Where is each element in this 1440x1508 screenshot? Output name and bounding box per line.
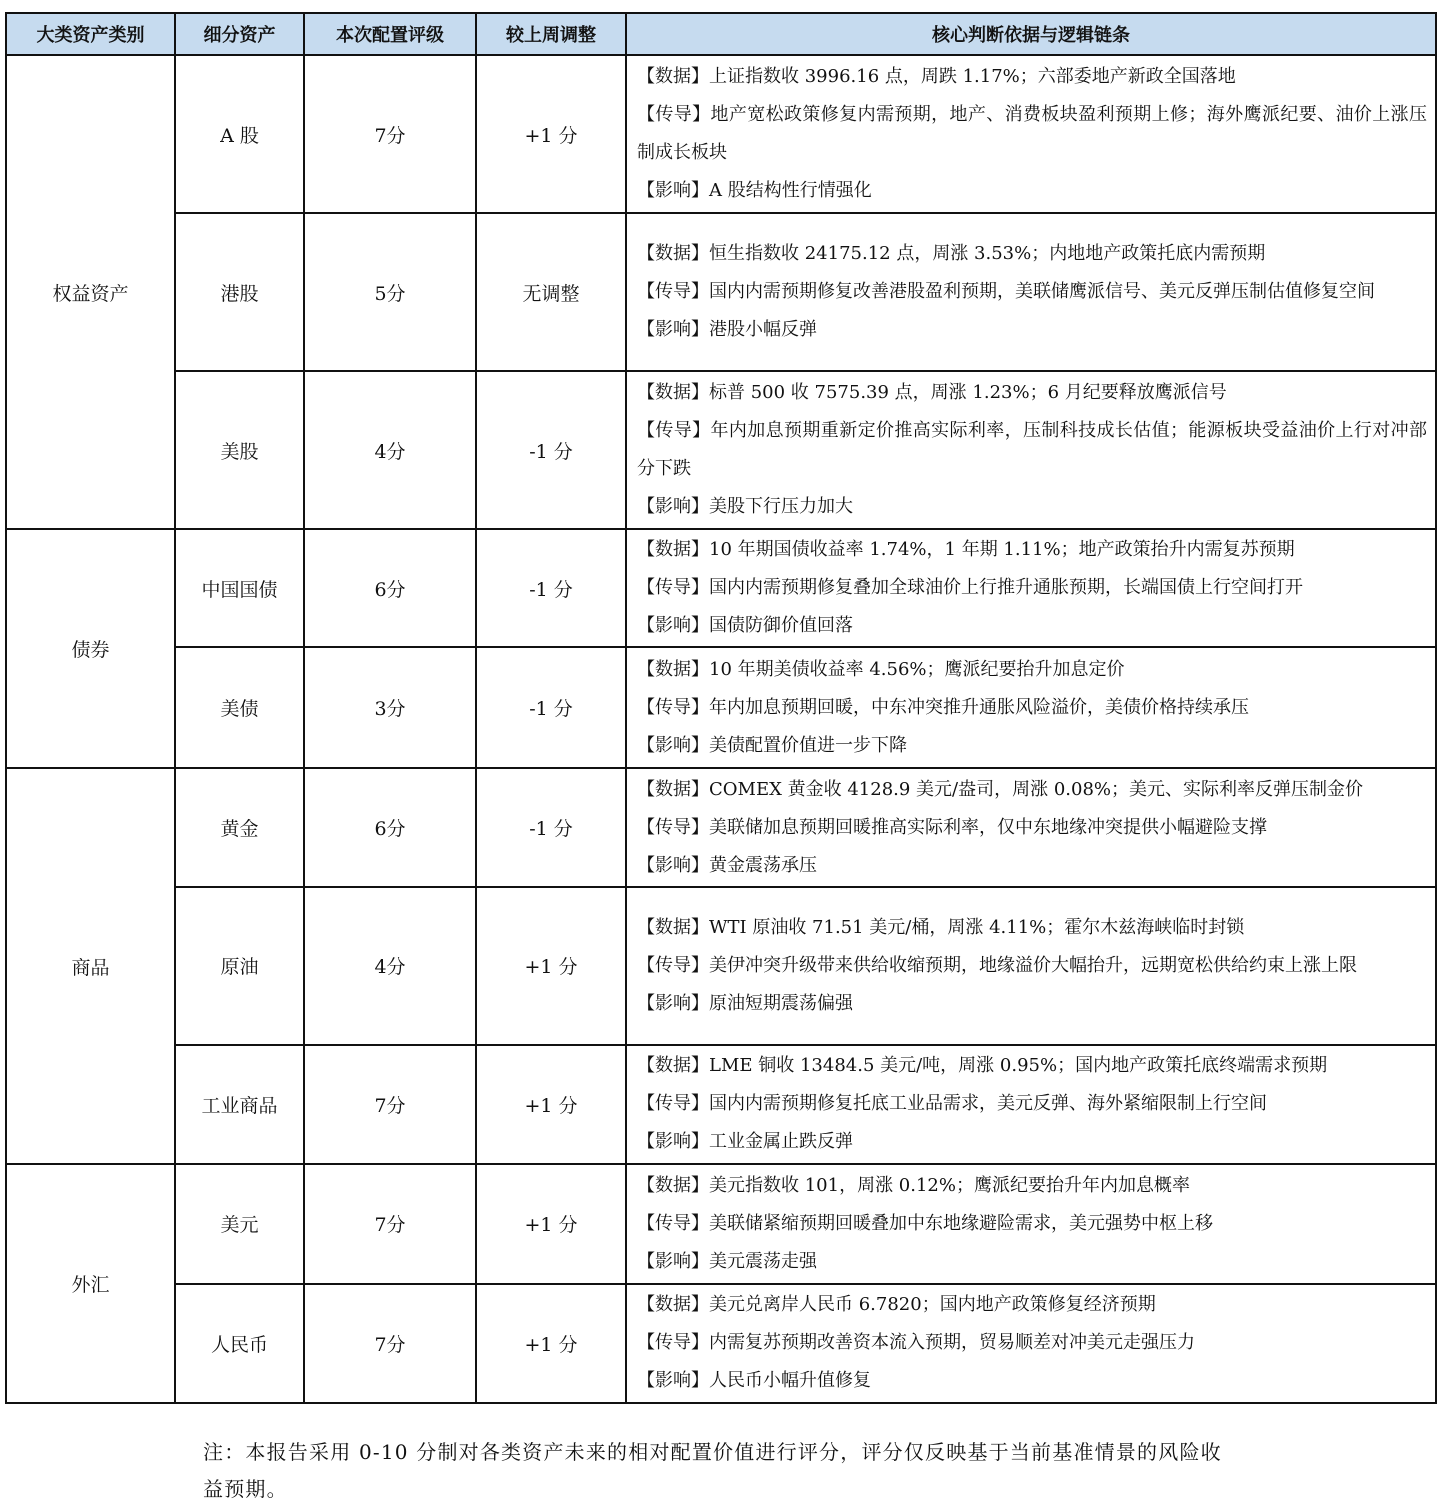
logic-line: 【数据】上证指数收 3996.16 点，周跌 1.17%；六部委地产新政全国落地 <box>637 66 1236 88</box>
logic-cell <box>626 371 1436 529</box>
logic-line: 【数据】COMEX 黄金收 4128.9 美元/盎司，周涨 0.08%；美元、实际利率反弹压制金价 <box>637 778 1364 800</box>
rating-cell: 3分 <box>304 647 476 768</box>
logic-line: 【传导】年内加息预期回暖，中东冲突推升通胀风险溢价，美债价格持续承压 <box>637 696 1249 718</box>
logic-cell <box>626 768 1436 886</box>
table-row <box>6 213 1436 371</box>
rating-cell: 5分 <box>304 213 476 371</box>
logic-cell <box>626 647 1436 768</box>
sub-asset-cell: 中国国债 <box>175 529 304 647</box>
header-sub-asset: 细分资产 <box>175 13 304 55</box>
rating-cell: 6分 <box>304 529 476 647</box>
logic-cell <box>626 1164 1436 1284</box>
rating-cell: 4分 <box>304 371 476 529</box>
asset-allocation-table <box>5 12 1437 1404</box>
table-header-row <box>6 13 1436 55</box>
change-cell: -1 分 <box>476 371 626 529</box>
table-row <box>6 371 1436 529</box>
table-row <box>6 1045 1436 1164</box>
sub-asset-cell: 美债 <box>175 647 304 768</box>
asset-class-cell: 权益资产 <box>6 55 175 529</box>
sub-asset-cell: 原油 <box>175 887 304 1045</box>
logic-line: 【传导】地产宽松政策修复内需预期，地产、消费板块盈利预期上修；海外鹰派纪要、油价上涨压制成长板块 <box>637 104 1427 164</box>
header-asset-class: 大类资产类别 <box>6 13 175 55</box>
asset-class-cell: 商品 <box>6 768 175 1163</box>
logic-line: 【数据】LME 铜收 13484.5 美元/吨，周涨 0.95%；国内地产政策托底终端需求预期 <box>637 1055 1328 1077</box>
logic-line: 【影响】黄金震荡承压 <box>637 854 817 876</box>
rating-cell: 7分 <box>304 1164 476 1284</box>
rating-cell: 4分 <box>304 887 476 1045</box>
change-cell: +1 分 <box>476 1284 626 1403</box>
logic-line: 【数据】10 年期美债收益率 4.56%；鹰派纪要抬升加息定价 <box>637 658 1125 680</box>
sub-asset-cell: A 股 <box>175 55 304 213</box>
logic-line: 【数据】美元兑离岸人民币 6.7820；国内地产政策修复经济预期 <box>637 1294 1156 1316</box>
logic-line: 【数据】10 年期国债收益率 1.74%，1 年期 1.11%；地产政策抬升内需复苏预期 <box>637 539 1295 561</box>
sub-asset-cell: 工业商品 <box>175 1045 304 1164</box>
logic-line: 【影响】工业金属止跌反弹 <box>637 1131 853 1153</box>
change-cell: +1 分 <box>476 887 626 1045</box>
logic-cell <box>626 55 1436 213</box>
rating-cell: 7分 <box>304 1045 476 1164</box>
logic-cell <box>626 1284 1436 1403</box>
logic-line: 【传导】内需复苏预期改善资本流入预期，贸易顺差对冲美元走强压力 <box>637 1332 1195 1354</box>
logic-line: 【数据】标普 500 收 7575.39 点，周涨 1.23%；6 月纪要释放鹰派信号 <box>637 382 1227 404</box>
logic-line: 【数据】恒生指数收 24175.12 点，周涨 3.53%；内地地产政策托底内需预期 <box>637 243 1266 265</box>
logic-line: 【传导】国内内需预期修复叠加全球油价上行推升通胀预期，长端国债上行空间打开 <box>637 577 1303 599</box>
logic-line: 【传导】美伊冲突升级带来供给收缩预期，地缘溢价大幅抬升，远期宽松供给约束上涨上限 <box>637 954 1357 976</box>
logic-cell <box>626 1045 1436 1164</box>
table-row <box>6 647 1436 768</box>
logic-cell <box>626 213 1436 371</box>
logic-line: 【影响】国债防御价值回落 <box>637 615 853 637</box>
logic-cell <box>626 887 1436 1045</box>
table-row <box>6 1284 1436 1403</box>
logic-line: 【影响】人民币小幅升值修复 <box>637 1370 871 1392</box>
change-cell: +1 分 <box>476 1045 626 1164</box>
logic-line: 【数据】WTI 原油收 71.51 美元/桶，周涨 4.11%；霍尔木兹海峡临时封锁 <box>637 916 1245 938</box>
rating-cell: 6分 <box>304 768 476 886</box>
table-row <box>6 55 1436 213</box>
change-cell: -1 分 <box>476 647 626 768</box>
logic-line: 【数据】美元指数收 101，周涨 0.12%；鹰派纪要抬升年内加息概率 <box>637 1174 1190 1196</box>
change-cell: +1 分 <box>476 55 626 213</box>
logic-line: 【影响】美股下行压力加大 <box>637 496 853 518</box>
logic-line: 【影响】美债配置价值进一步下降 <box>637 734 907 756</box>
rating-cell: 7分 <box>304 1284 476 1403</box>
sub-asset-cell: 美股 <box>175 371 304 529</box>
logic-cell <box>626 529 1436 647</box>
rating-cell: 7分 <box>304 55 476 213</box>
change-cell: +1 分 <box>476 1164 626 1284</box>
sub-asset-cell: 港股 <box>175 213 304 371</box>
sub-asset-cell: 黄金 <box>175 768 304 886</box>
header-logic: 核心判断依据与逻辑链条 <box>626 13 1436 55</box>
logic-line: 【影响】原油短期震荡偏强 <box>637 992 853 1014</box>
change-cell: -1 分 <box>476 768 626 886</box>
change-cell: 无调整 <box>476 213 626 371</box>
table-row <box>6 1164 1436 1284</box>
header-rating: 本次配置评级 <box>304 13 476 55</box>
table-row <box>6 768 1436 886</box>
footnote: 注：本报告采用 0-10 分制对各类资产未来的相对配置价值进行评分，评分仅反映基于当前基准情景的风险收益预期。 <box>203 1440 1222 1501</box>
logic-line: 【传导】美联储加息预期回暖推高实际利率，仅中东地缘冲突提供小幅避险支撑 <box>637 816 1267 838</box>
logic-line: 【传导】年内加息预期重新定价推高实际利率，压制科技成长估值；能源板块受益油价上行对冲部分下跌 <box>637 420 1427 480</box>
change-cell: -1 分 <box>476 529 626 647</box>
logic-line: 【影响】美元震荡走强 <box>637 1250 817 1272</box>
sub-asset-cell: 人民币 <box>175 1284 304 1403</box>
header-weekly-change: 较上周调整 <box>476 13 626 55</box>
table-row <box>6 529 1436 647</box>
logic-line: 【传导】美联储紧缩预期回暖叠加中东地缘避险需求，美元强势中枢上移 <box>637 1212 1213 1234</box>
sub-asset-cell: 美元 <box>175 1164 304 1284</box>
logic-line: 【传导】国内内需预期修复改善港股盈利预期，美联储鹰派信号、美元反弹压制估值修复空间 <box>637 281 1375 303</box>
logic-line: 【传导】国内内需预期修复托底工业品需求，美元反弹、海外紧缩限制上行空间 <box>637 1093 1267 1115</box>
logic-line: 【影响】A 股结构性行情强化 <box>637 180 872 202</box>
table-row <box>6 887 1436 1045</box>
asset-class-cell: 外汇 <box>6 1164 175 1403</box>
asset-class-cell: 债券 <box>6 529 175 768</box>
logic-line: 【影响】港股小幅反弹 <box>637 319 817 341</box>
